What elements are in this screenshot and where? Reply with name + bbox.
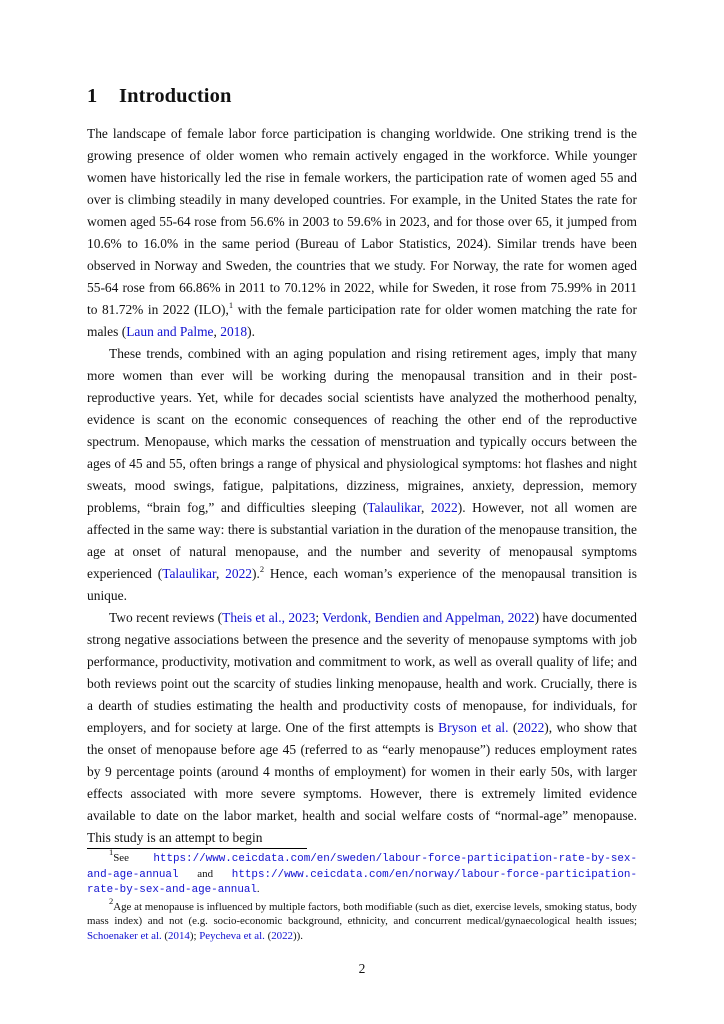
footnote-text: and [178,867,232,880]
citation-link[interactable]: Talaulikar [367,500,421,515]
footnote-divider [87,848,307,849]
footnote-marker: 2 [259,564,265,574]
citation-link[interactable]: Theis et al., 2023 [222,610,316,625]
footnote-1 [87,847,637,898]
footnote-marker: 1 [228,300,234,310]
footnote-text: ( [264,929,272,942]
body-text [87,123,637,849]
section-number: 1 [87,85,98,107]
paragraph-text: Two recent reviews ( [109,610,223,625]
citation-separator: , [213,324,221,339]
citation-link[interactable]: Peycheva et al. [199,929,265,942]
page-number: 2 [358,961,366,976]
citation-link[interactable]: Schoenaker et al. [87,929,162,942]
citation-year-link[interactable]: 2022 [430,500,458,515]
footnote-text: . [256,883,260,895]
citation-separator: , [215,566,226,581]
footnote-text: Age at menopause is influenced by multiple factors, both modifiable (such as diet, exercise levels, smoking status, body mass index) and not (e.g. socio-economic background, ethnicity, and concurrent medical/gynaecological health issues; [87,900,637,927]
paragraph-text: ). [252,566,260,581]
citation-year-link[interactable]: 2022 [271,929,293,942]
citation-link[interactable]: Laun and Palme [126,324,214,339]
citation-separator: ; [315,610,323,625]
citation-year-link[interactable]: 2022 [225,566,253,581]
section-heading [87,82,231,110]
paragraph-2 [87,343,637,607]
footnote-mark: 1 [109,847,114,857]
url-link[interactable]: https://www.ceicdata.com/en/sweden/labour-force-participation-rate-by-sex-and-age-annual [87,853,637,881]
paragraph-text: ). However, not all women are affected in the same way: there is substantial variation in the duration of the menopause transition, the age at onset of natural menopause, and the number and severity of menopausal symptoms experienced ( [87,500,638,581]
citation-year-link[interactable]: 2022 [517,720,545,735]
citation-separator: , [420,500,431,515]
footnote-text: See [113,852,154,864]
citation-link[interactable]: Talaulikar [162,566,216,581]
paragraph-text: ). [247,324,255,339]
paragraph-text: These trends, combined with an aging population and rising retirement ages, imply that many more women than ever will be working during the menopausal transition and in their post-reproductive years. Yet, while for decades social scientists have analyzed the motherhood penalty, evidence is scant on the economic consequences of reaching the other end of the reproductive spectrum. Menopause, which marks the cessation of menstruation and typically occurs between the ages of 45 and 55, often brings a range of physical and physiological symptoms: hot flashes and night sweats, mood swings, fatigue, palpitations, dizziness, migraines, anxiety, depression, memory problems, “brain fog,” and difficulties sleeping ( [87,346,637,515]
footnote-mark: 2 [109,895,114,906]
paragraph-text: The landscape of female labor force participation is changing worldwide. One striking trend is the growing presence of older women who remain actively engaged in the workforce. While younger women have historically led the rise in female workers, the participation rate of women aged 55 and over is climbing steadily in many developed countries. For example, in the United States the rate for women aged 55-64 rose from 56.6% in 2003 to 59.6% in 2023, and for those over 65, it jumped from 10.6% to 16.0% in the same period (Bureau of Labor Statistics, 2024). Similar trends have been observed in Norway and Sweden, the countries that we study. For Norway, the rate for women aged 55-64 rose from 66.86% in 2011 to 70.12% in 2022, while for Sweden, it rose from 75.99% in 2011 to 81.72% in 2022 (ILO), [87,126,637,317]
paragraph-1 [87,123,637,343]
footnote-text: )). [292,929,303,942]
footnotes [87,847,637,943]
paragraph-text: ( [508,720,518,735]
citation-year-link[interactable]: 2014 [168,929,190,942]
footnote-text: ( [161,929,169,942]
paragraph-text: ), who show that the onset of menopause before age 45 (referred to as “early menopause”) reduces employment rates by 9 percentage points (around 4 months of employment) for women in their early 50s, with larger effects associated with more severe symptoms. However, there is extremely limited evidence available to date on the labor market, health and social welfare costs of “normal-age” menopause. This study is an attempt to begin [87,720,637,845]
paragraph-text: ) have documented strong negative associations between the presence and the severity of menopause symptoms with job performance, productivity, motivation and commitment to work, as well as overall quality of life; and both reviews point out the scarcity of studies linking menopause, health and work. Crucially, there is a dearth of studies estimating the health and productivity costs of menopause, for individuals, for employers, and for society at large. One of the first attempts is [87,610,637,735]
citation-year-link[interactable]: 2018 [220,324,248,339]
footnote-text: ); [189,929,200,942]
paragraph-3 [87,607,637,849]
citation-link[interactable]: Bryson et al. [438,720,509,735]
paragraph-text: with the female participation rate for older women matching the rate for males ( [87,302,637,339]
paragraph-text: Hence, each woman’s experience of the menopausal transition is unique. [87,566,637,603]
url-link[interactable]: https://www.ceicdata.com/en/norway/labour-force-participation-rate-by-sex-and-age-annual [87,868,637,896]
citation-link[interactable]: Verdonk, Bendien and Appelman, 2022 [322,610,535,625]
section-title: Introduction [119,85,232,107]
footnote-2 [87,895,637,944]
